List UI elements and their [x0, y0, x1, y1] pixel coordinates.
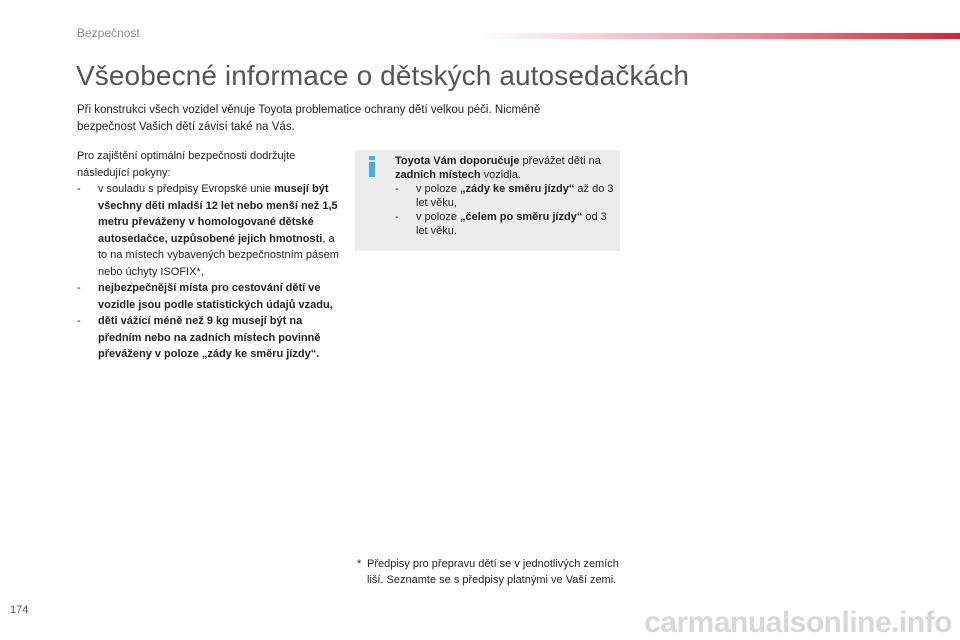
recommendation-item-text: až do 3 let věku, [416, 183, 614, 209]
recommendation-text-end: vozidla. [480, 169, 521, 181]
recommendation-item-text: v poloze [416, 183, 461, 195]
guidelines-column [77, 148, 342, 363]
guideline-bold-text: musejí být všechny děti mladší 12 let nebo menší než 1,5 metru převáženy v homologované dětské autosedačce, uzpůsobené jejich hmotnosti [98, 183, 338, 245]
recommendation-item-bold: „čelem po směru jízdy“ [460, 211, 583, 223]
page-number: 174 [10, 604, 29, 616]
guidelines-lead: Pro zajištění optimální bezpečnosti dodržujte následující pokyny: [77, 150, 296, 179]
guideline-bold-text: nejbezpečnější místa pro cestování dětí ve vozidle jsou podle statistických údajů vzadu, [98, 282, 333, 311]
recommendation-item [395, 210, 617, 238]
recommendation-lead [395, 154, 617, 182]
guideline-text: , a to na místech vybavených bezpečnostním pásem nebo úchyty ISOFIX*, [98, 232, 339, 278]
recommendation-item [395, 182, 617, 210]
recommendation-item-text: od 3 let věku. [416, 211, 607, 237]
list-dash: - [395, 183, 399, 195]
section-label: Bezpečnost [77, 26, 140, 40]
guideline-item [77, 313, 342, 363]
watermark: carmanualsonline.info [644, 606, 952, 639]
list-dash: - [77, 282, 81, 294]
footnote-text: Předpisy pro přepravu dětí se v jednotlivých zemích liší. Seznamte se s předpisy platnými ve Vaší zemi. [367, 558, 619, 586]
header-accent-bar [480, 33, 960, 39]
list-dash: - [77, 183, 81, 195]
recommendation-box [355, 150, 620, 251]
intro-paragraph: Při konstrukci všech vozidel věnuje Toyota problematice ochrany dětí velkou péči. Nicméně bezpečnost Vašich dětí závisí také na Vás. [77, 104, 541, 133]
list-dash: - [77, 315, 81, 327]
info-icon [367, 156, 379, 178]
guideline-text: v souladu s předpisy Evropské unie [98, 183, 272, 195]
recommendation-text [395, 154, 617, 238]
guideline-item [77, 280, 342, 313]
recommendation-bold-start: Toyota Vám doporučuje [395, 155, 520, 167]
recommendation-text-mid: převážet děti na [519, 155, 601, 167]
recommendation-item-text: v poloze [416, 211, 461, 223]
footnote [357, 556, 622, 588]
guideline-bold-text: děti vážící méně než 9 kg musejí být na předním nebo na zadních místech povinně převáženy v poloze „zády ke směru jízdy“. [98, 315, 321, 360]
list-dash: - [395, 211, 399, 223]
page-title: Všeobecné informace o dětských autosedačkách [76, 60, 689, 91]
footnote-marker: * [357, 558, 362, 570]
guideline-item [77, 181, 342, 280]
footnote-item [357, 556, 622, 588]
recommendation-item-bold: „zády ke směru jízdy“ [460, 183, 575, 195]
recommendation-bold-seats: zadních místech [395, 169, 481, 181]
